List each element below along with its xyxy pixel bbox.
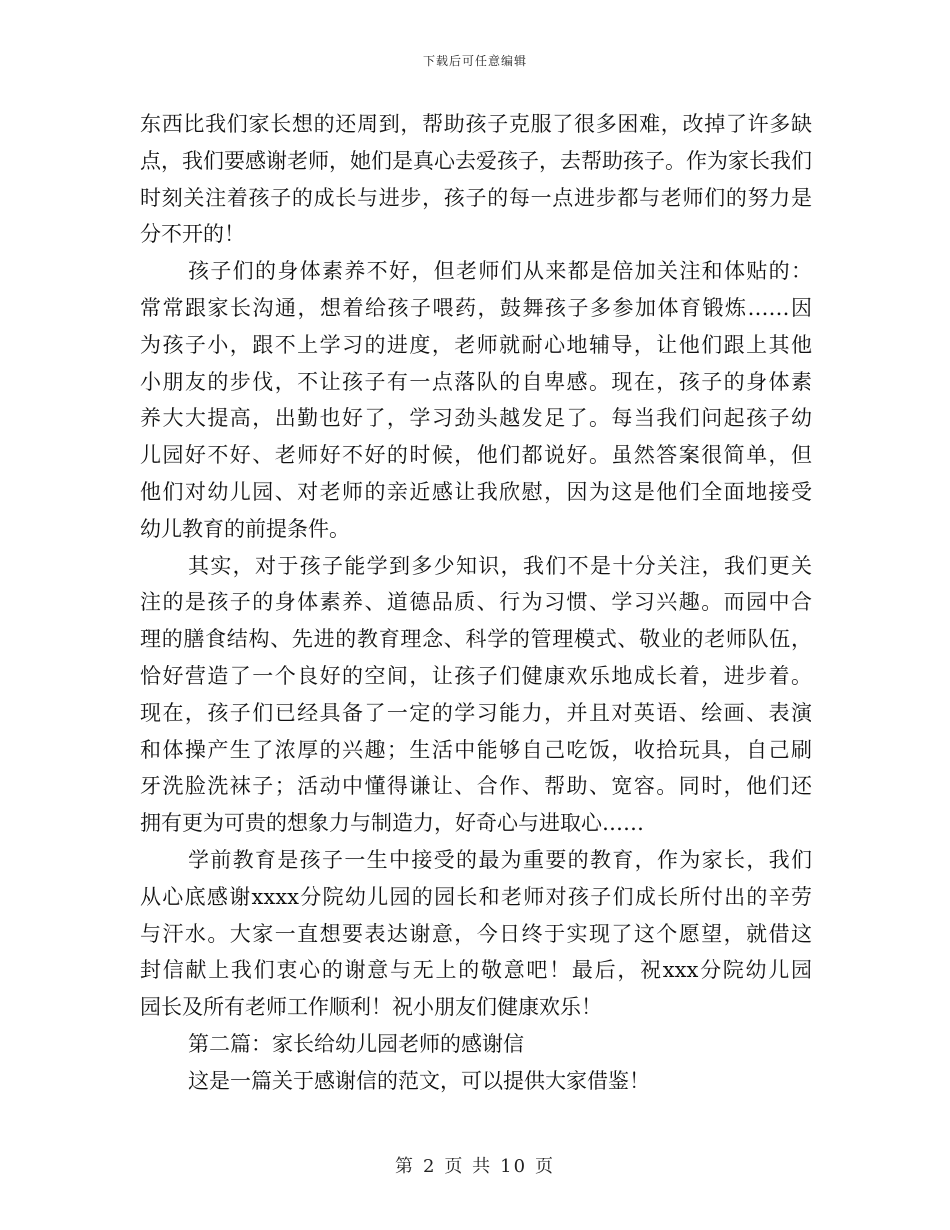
paragraph-start-line: 其实，对于孩子能学到多少知识，我们不是十分关注，我们更关 — [188, 553, 812, 578]
text-line: 封信献上我们衷心的谢意与无上的敬意吧！最后，祝xxx分院幼儿园 — [140, 958, 812, 983]
text-line: 园长及所有老师工作顺利！祝小朋友们健康欢乐！ — [140, 995, 602, 1020]
section-heading: 第二篇：家长给幼儿园老师的感谢信 — [188, 1031, 524, 1056]
text-line: 注的是孩子的身体素养、道德品质、行为习惯、学习兴趣。而园中合 — [140, 590, 812, 615]
text-line: 幼儿教育的前提条件。 — [140, 516, 350, 541]
paragraph-start-line: 孩子们的身体素养不好，但老师们从来都是倍加关注和体贴的： — [188, 259, 812, 284]
text-line: 拥有更为可贵的想象力与制造力，好奇心与进取心…… — [140, 811, 644, 836]
footer-prefix: 第 — [394, 1156, 415, 1177]
text-line: 理的膳食结构、先进的教育理念、科学的管理模式、敬业的老师队伍， — [140, 627, 812, 652]
text-line: 时刻关注着孩子的成长与进步，孩子的每一点进步都与老师们的努力是 — [140, 185, 812, 210]
text-line: 养大大提高，出勤也好了，学习劲头越发足了。每当我们问起孩子幼 — [140, 406, 812, 431]
text-line: 分不开的！ — [140, 222, 245, 247]
page-header: 下载后可任意编辑 — [422, 54, 527, 68]
text-line: 牙洗脸洗袜子；活动中懂得谦让、合作、帮助、宽容。同时，他们还 — [140, 774, 812, 799]
footer-total-pages: 10 — [500, 1156, 528, 1177]
document-body — [140, 106, 812, 1100]
text-line: 儿园好不好、老师好不好的时候，他们都说好。虽然答案很简单，但 — [140, 443, 812, 468]
paragraph-start-line: 学前教育是孩子一生中接受的最为重要的教育，作为家长，我们 — [188, 847, 812, 872]
text-line: 他们对幼儿园、对老师的亲近感让我欣慰，因为这是他们全面地接受 — [140, 479, 812, 504]
text-line: 小朋友的步伐，不让孩子有一点落队的自卑感。现在，孩子的身体素 — [140, 369, 812, 394]
paragraph-start-line: 这是一篇关于感谢信的范文，可以提供大家借鉴！ — [188, 1068, 650, 1093]
text-line: 常常跟家长沟通，想着给孩子喂药，鼓舞孩子多参加体育锻炼……因 — [140, 295, 812, 320]
text-line: 为孩子小，跟不上学习的进度，老师就耐心地辅导，让他们跟上其他 — [140, 332, 812, 357]
text-line: 从心底感谢xxxx分院幼儿园的园长和老师对孩子们成长所付出的辛劳 — [140, 884, 812, 909]
text-line: 东西比我们家长想的还周到，帮助孩子克服了很多困难，改掉了许多缺 — [140, 112, 812, 136]
footer-suffix: 页 — [535, 1156, 556, 1177]
footer-page-number: 2 — [422, 1156, 437, 1177]
text-line: 点，我们要感谢老师，她们是真心去爱孩子，去帮助孩子。作为家长我们 — [140, 148, 812, 173]
text-line: 恰好营造了一个良好的空间，让孩子们健康欢乐地成长着，进步着。 — [140, 663, 812, 688]
text-line: 与汗水。大家一直想要表达谢意，今日终于实现了这个愿望，就借这 — [140, 921, 812, 946]
footer-middle: 页 共 — [444, 1156, 493, 1177]
text-line: 和体操产生了浓厚的兴趣；生活中能够自己吃饭，收拾玩具，自己刷 — [140, 737, 812, 762]
page-footer — [0, 1152, 950, 1178]
text-line: 现在，孩子们已经具备了一定的学习能力，并且对英语、绘画、表演 — [140, 700, 812, 725]
